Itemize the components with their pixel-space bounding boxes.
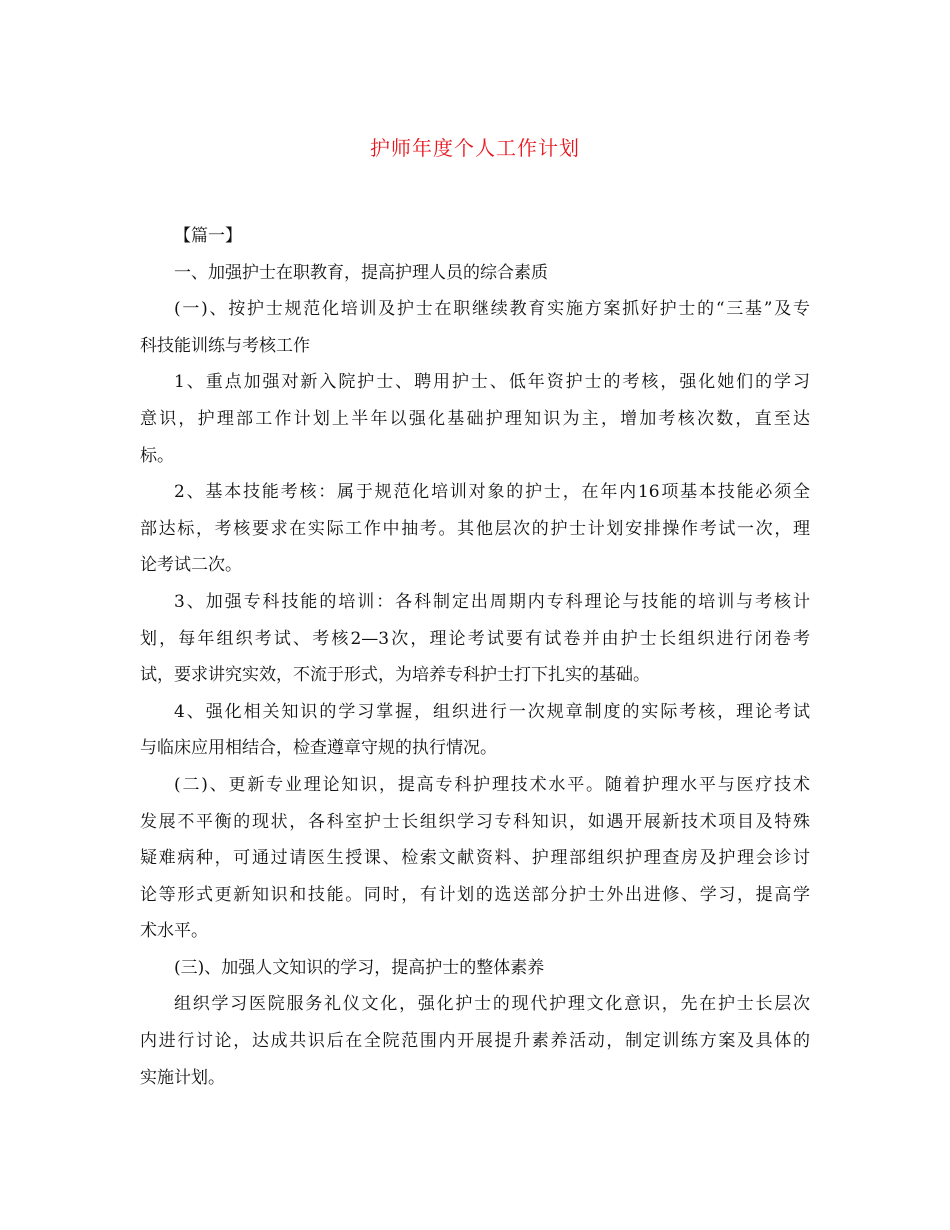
paragraph (140, 584, 810, 694)
paragraph-line: 论等形式更新知识和技能。同时，有计划的选送部分护士外出进修、学习，提高学 (140, 884, 810, 905)
document-body (140, 218, 810, 1096)
paragraph (140, 986, 810, 1096)
paragraph-line: 发展不平衡的现状，各科室护士长组织学习专科知识，如遇开展新技术项目及特殊 (140, 811, 810, 832)
paragraph-line: 内进行讨论，达成共识后在全院范围内开展提升素养活动，制定训练方案及具体的 (140, 1031, 810, 1052)
paragraph-line: 术水平。 (140, 921, 208, 942)
paragraph-line: (一)、按护士规范化培训及护士在职继续教育实施方案抓好护士的“三基”及专 (174, 299, 810, 320)
paragraph-line: 论考试二次。 (140, 555, 242, 576)
paragraph-line: 一、加强护士在职教育，提高护理人员的综合素质 (174, 262, 548, 283)
paragraph (140, 474, 810, 584)
paragraph-line: 试，要求讲究实效，不流于形式，为培养专科护士打下扎实的基础。 (140, 665, 650, 686)
paragraph (140, 364, 810, 474)
paragraph (140, 767, 810, 950)
paragraph-line: 部达标，考核要求在实际工作中抽考。其他层次的护士计划安排操作考试一次，理 (140, 518, 810, 539)
paragraph-line: 实施计划。 (140, 1067, 225, 1088)
paragraph-line: (二)、更新专业理论知识，提高专科护理技术水平。随着护理水平与医疗技术 (174, 774, 810, 795)
paragraph-line: 4、强化相关知识的学习掌握，组织进行一次规章制度的实际考核，理论考试 (174, 701, 810, 722)
paragraph-line: 【篇一】 (174, 226, 242, 246)
paragraph-line: 组织学习医院服务礼仪文化，强化护士的现代护理文化意识，先在护士长层次 (174, 994, 810, 1015)
paragraph-line: 3、加强专科技能的培训：各科制定出周期内专科理论与技能的培训与考核计 (174, 591, 810, 612)
paragraph (140, 255, 810, 292)
paragraph-line: 标。 (140, 445, 174, 466)
paragraph-line: 2、基本技能考核：属于规范化培训对象的护士，在年内16项基本技能必须全 (174, 482, 810, 503)
paragraph-line: (三)、加强人文知识的学习，提高护士的整体素养 (174, 957, 545, 978)
paragraph (140, 694, 810, 767)
paragraph-line: 1、重点加强对新入院护士、聘用护士、低年资护士的考核，强化她们的学习 (174, 372, 810, 393)
paragraph (140, 950, 810, 987)
paragraph-line: 疑难病种，可通过请医生授课、检索文献资料、护理部组织护理查房及护理会诊讨 (140, 848, 810, 869)
paragraph-line: 划，每年组织考试、考核2—3次，理论考试要有试卷并由护士长组织进行闭卷考 (140, 628, 810, 649)
paragraph-line: 科技能训练与考核工作 (140, 335, 310, 356)
paragraph (140, 291, 810, 364)
paragraph-line: 与临床应用相结合，检查遵章守规的执行情况。 (140, 738, 497, 759)
paragraph (140, 218, 810, 255)
document-title: 护师年度个人工作计划 (370, 136, 580, 160)
paragraph-line: 意识，护理部工作计划上半年以强化基础护理知识为主，增加考核次数，直至达 (140, 408, 810, 429)
